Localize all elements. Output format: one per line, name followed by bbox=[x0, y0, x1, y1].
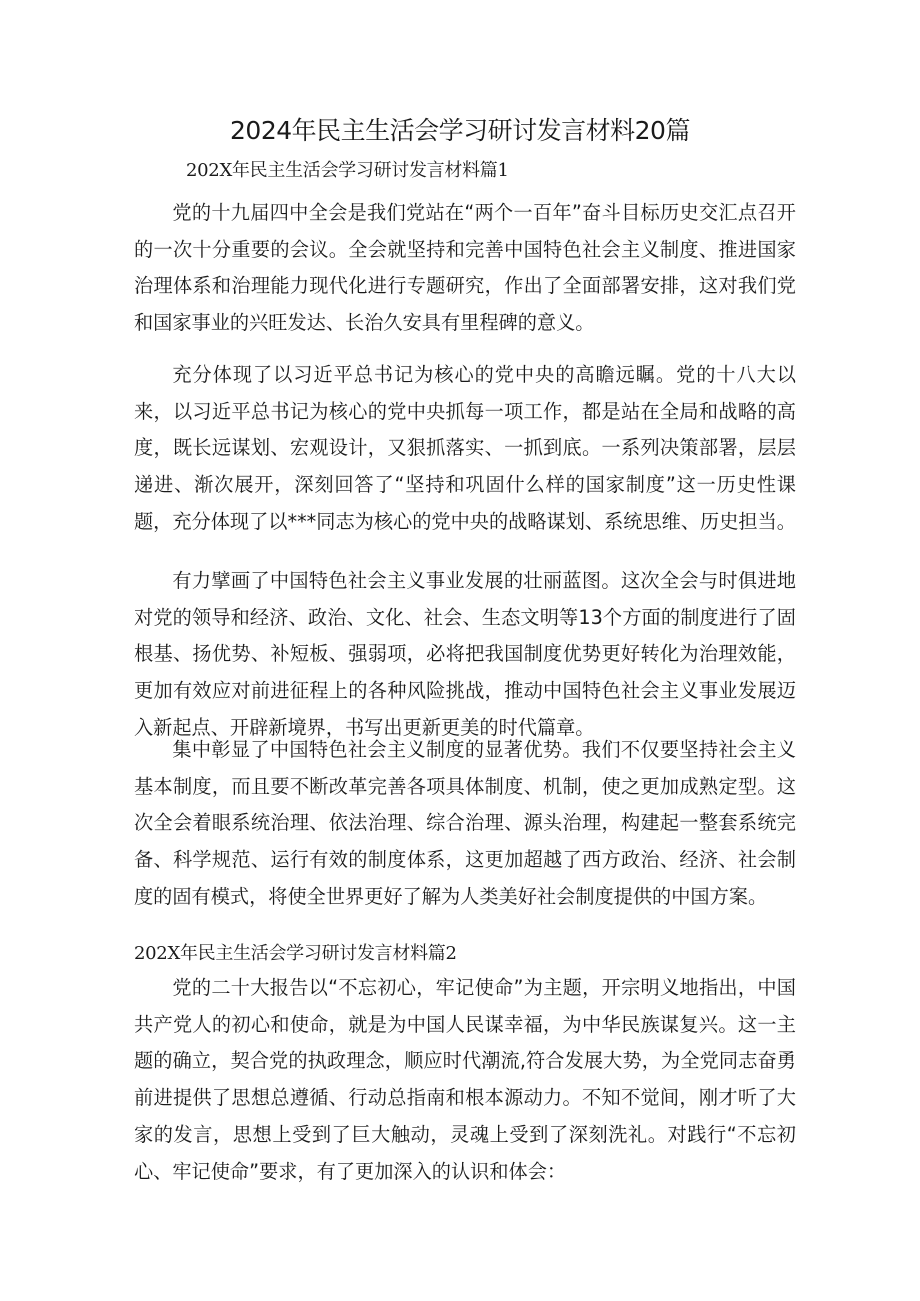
section-heading-2: 202X年民主生活会学习研讨发言材料篇2 bbox=[134, 943, 457, 964]
paragraph: 党的十九届四中全会是我们党站在“两个一百年”奋斗目标历史交汇点召开的一次十分重要的会议。全会就坚持和完善中国特色社会主义制度、推进国家治理体系和治理能力现代化进行专题研究，作出了全面部署安排，这对我们党和国家事业的兴旺发达、长治久安具有里程碑的意义。 bbox=[134, 201, 796, 335]
paragraph: 党的二十大报告以“不忘初心，牢记使命”为主题，开宗明义地指出，中国共产党人的初心和使命，就是为中国人民谋幸福，为中华民族谋复兴。这一主题的确立，契合党的执政理念，顺应时代潮流,符合发展大势，为全党同志奋勇前进提供了思想总遵循、行动总指南和根本源动力。不知不觉间，刚才听了大家的发言，思想上受到了巨大触动，灵魂上受到了深刻洗礼。对践行“不忘初心、牢记使命”要求，有了更加深入的认识和体会： bbox=[134, 976, 796, 1183]
section-heading-1: 202X年民主生活会学习研讨发言材料篇1 bbox=[186, 160, 509, 181]
paragraph: 集中彰显了中国特色社会主义制度的显著优势。我们不仅要坚持社会主义基本制度，而且要不断改革完善各项具体制度、机制，使之更加成熟定型。这次全会着眼系统治理、依法治理、综合治理、源头治理，构建起一整套系统完备、科学规范、运行有效的制度体系，这更加超越了西方政治、经济、社会制度的固有模式，将使全世界更好了解为人类美好社会制度提供的中国方案。 bbox=[134, 738, 796, 908]
document-title: 2024年民主生活会学习研讨发言材料20篇 bbox=[230, 116, 690, 145]
paragraph: 有力擘画了中国特色社会主义事业发展的壮丽蓝图。这次全会与时俱进地对党的领导和经济、政治、文化、社会、生态文明等13个方面的制度进行了固根基、扬优势、补短板、强弱项，必将把我国制度优势更好转化为治理效能，更加有效应对前进征程上的各种风险挑战，推动中国特色社会主义事业发展迈入新起点、开辟新境界，书写出更新更美的时代篇章。 bbox=[134, 569, 796, 739]
paragraph: 充分体现了以习近平总书记为核心的党中央的高瞻远瞩。党的十八大以来，以习近平总书记为核心的党中央抓每一项工作，都是站在全局和战略的高度，既长远谋划、宏观设计，又狠抓落实、一抓到底。一系列决策部署，层层递进、渐次展开，深刻回答了“坚持和巩固什么样的国家制度”这一历史性课题，充分体现了以***同志为核心的党中央的战略谋划、系统思维、历史担当。 bbox=[134, 363, 796, 533]
